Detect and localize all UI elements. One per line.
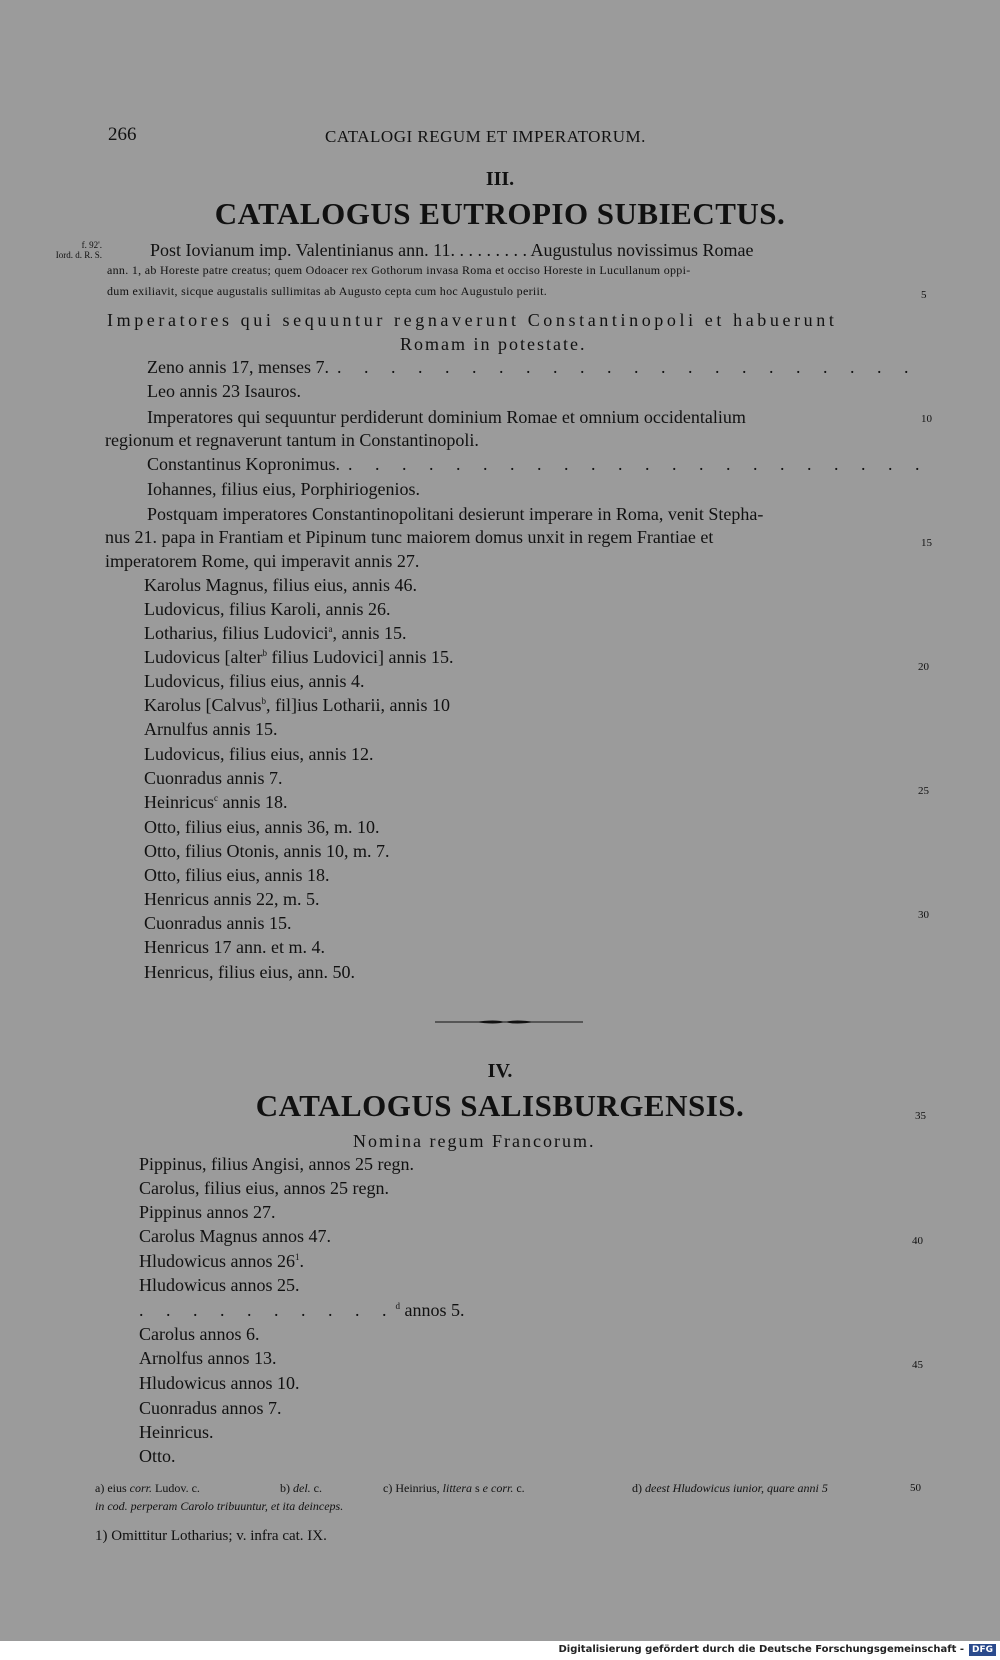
entry-text: Karolus [Calvus <box>144 695 262 715</box>
list-item: Iohannes, filius eius, Porphiriogenios. <box>147 479 420 499</box>
footnote-text: e <box>482 1481 488 1495</box>
list-item: Carolus Magnus annos 47. <box>139 1226 331 1246</box>
footnote-text: deest Hludowicus iunior, quare anni 5 <box>645 1481 828 1495</box>
list-item: Ludovicus, filius Karoli, annis 26. <box>144 599 391 619</box>
list-item: Otto, filius eius, annis 36, m. 10. <box>144 817 380 837</box>
list-item: Otto, filius eius, annis 18. <box>144 865 330 885</box>
footnote-text: c. <box>313 1481 322 1495</box>
list-item: Otto. <box>139 1446 176 1466</box>
list-item: Henricus annis 22, m. 5. <box>144 889 320 909</box>
footnote-text: Ludov. c. <box>155 1481 200 1495</box>
footnote-text: c. <box>516 1481 525 1495</box>
paragraph-line: Imperatores qui sequuntur perdiderunt dominium Romae et omnium occidentalium <box>147 407 746 427</box>
line-number: 25 <box>918 785 929 797</box>
line-number: 20 <box>918 661 929 673</box>
list-item <box>144 792 287 813</box>
entry-text: filius Ludovici] annis 15. <box>266 647 454 667</box>
footnote-label: d) <box>632 1481 642 1495</box>
footnote-text: eius <box>107 1481 127 1495</box>
footnote-ref: b <box>261 696 266 706</box>
line-number: 40 <box>912 1235 923 1247</box>
list-item <box>144 695 450 716</box>
line-number: 5 <box>921 289 927 301</box>
entry-text: Constantinus Kopronimus. <box>147 454 341 474</box>
footnote-c <box>383 1481 525 1496</box>
paragraph-line: nus 21. papa in Frantiam et Pipinum tunc maiorem domus unxit in regem Frantiae et <box>105 527 714 547</box>
list-item: Ludovicus, filius eius, annis 12. <box>144 744 374 764</box>
line-number: 15 <box>921 537 932 549</box>
list-item: Zeno annis 17, menses 7. . . . . . . . . . . . . . . . . . . . . . . <box>147 357 918 377</box>
entry-text: Heinricus <box>144 792 214 812</box>
list-item: Hludowicus annos 25. <box>139 1275 300 1295</box>
paragraph-line: Postquam imperatores Constantinopolitani desierunt imperare in Roma, venit Stepha- <box>147 504 764 524</box>
section-title-iv: CATALOGUS SALISBURGENSIS. <box>255 1088 745 1123</box>
section-number-iv: IV. <box>487 1060 513 1082</box>
intro-line: dum exiliavit, sicque augustalis sullimitas ab Augusto cepta cum hoc Augustulo periit. <box>107 284 548 298</box>
footnote-label: b) <box>280 1481 290 1495</box>
footnote-d <box>632 1481 828 1496</box>
footnote-label: a) <box>95 1481 105 1495</box>
line-number: 45 <box>912 1359 923 1371</box>
subheading-line: Romam in potestate. <box>400 334 587 354</box>
footnote-text: s <box>475 1481 480 1495</box>
footnote-text: in cod. perperam Carolo tribuuntur, et ita deinceps. <box>95 1499 344 1513</box>
list-item: Henricus 17 ann. et m. 4. <box>144 937 325 957</box>
line-number: 35 <box>915 1110 926 1122</box>
list-item: Carolus annos 6. <box>139 1324 260 1344</box>
list-item: Hludowicus annos 10. <box>139 1373 300 1393</box>
running-head: CATALOGI REGUM ET IMPERATORUM. <box>325 127 646 146</box>
list-item <box>139 1251 304 1272</box>
footnote-ref: c <box>213 793 218 803</box>
list-item: Constantinus Kopronimus. . . . . . . . . . . . . . . . . . . . . . . <box>147 454 929 474</box>
footnote-text: del. <box>293 1481 311 1495</box>
footnote-ref: b <box>262 648 267 658</box>
entry-text: Zeno annis 17, menses 7. <box>147 357 329 377</box>
omission-dots: . . . . . . . . . . <box>139 1300 396 1320</box>
intro-line: Post Iovianum imp. Valentinianus ann. 11. . . . . . . . . Augustulus novissimus Romae <box>150 240 754 260</box>
footnote-ref: d <box>395 1301 400 1311</box>
entry-text: . <box>299 1251 304 1271</box>
list-item: Cuonradus annis 7. <box>144 768 283 788</box>
list-item: Arnulfus annis 15. <box>144 719 278 739</box>
intro-line: ann. 1, ab Horeste patre creatus; quem Odoacer rex Gothorum invasa Roma et occiso Horeste in Lucullanum oppi- <box>107 263 691 277</box>
footnote-b <box>280 1481 322 1496</box>
list-item <box>139 1300 465 1321</box>
footer-credit: Digitalisierung gefördert durch die Deutsche Forschungsgemeinschaft - <box>558 1644 964 1655</box>
list-item: Pippinus, filius Angisi, annos 25 regn. <box>139 1154 415 1174</box>
list-item: Ludovicus, filius eius, annis 4. <box>144 671 365 691</box>
footnote-ref: 1 <box>295 1252 300 1262</box>
list-item: Cuonradus annos 7. <box>139 1398 282 1418</box>
list-item <box>144 623 406 644</box>
list-item: Leo annis 23 Isauros. <box>147 381 301 401</box>
footnote-1: 1) Omittitur Lotharius; v. infra cat. IX. <box>95 1528 327 1544</box>
list-item: Otto, filius Otonis, annis 10, m. 7. <box>144 841 390 861</box>
footnote-ref: a <box>328 624 333 634</box>
list-item: Karolus Magnus, filius eius, annis 46. <box>144 575 417 595</box>
list-item: Arnolfus annos 13. <box>139 1348 277 1368</box>
footnote-d-continued <box>95 1499 343 1514</box>
entry-text: , annis 15. <box>332 623 407 643</box>
entry-text: Hludowicus annos 26 <box>139 1251 295 1271</box>
paragraph-line: imperatorem Rome, qui imperavit annis 27. <box>105 551 420 571</box>
margin-note <box>20 240 102 260</box>
list-item: Heinricus. <box>139 1422 214 1442</box>
subtitle: Nomina regum Francorum. <box>353 1131 596 1151</box>
line-number: 30 <box>918 909 929 921</box>
subheading-line: Imperatores qui sequuntur regnaverunt Constantinopoli et habuerunt <box>107 310 838 330</box>
section-title-iii: CATALOGUS EUTROPIO SUBIECTUS. <box>214 196 786 231</box>
entry-text: Ludovicus [alter <box>144 647 263 667</box>
page-number: 266 <box>108 124 137 145</box>
entry-text: annis 18. <box>217 792 288 812</box>
entry-text: annos 5. <box>400 1300 465 1320</box>
margin-note-line: Iord. d. R. S. <box>55 250 102 260</box>
section-divider <box>435 1019 583 1025</box>
list-item: Carolus, filius eius, annos 25 regn. <box>139 1178 389 1198</box>
list-item: Pippinus annos 27. <box>139 1202 276 1222</box>
footnote-text: Heinrius, <box>395 1481 440 1495</box>
footnote-text: littera <box>442 1481 472 1495</box>
entry-text: , fil]ius Lotharii, annis 10 <box>265 695 450 715</box>
margin-note-line: f. 92'. <box>81 240 102 250</box>
list-item: Cuonradus annis 15. <box>144 913 292 933</box>
line-number: 10 <box>921 413 932 425</box>
entry-text: Lotharius, filius Ludovici <box>144 623 329 643</box>
footnote-text: corr. <box>491 1481 514 1495</box>
list-item: Henricus, filius eius, ann. 50. <box>144 962 355 982</box>
paragraph-line: regionum et regnaverunt tantum in Constantinopoli. <box>105 430 479 450</box>
section-number-iii: III. <box>485 168 515 190</box>
footnote-label: c) <box>383 1481 393 1495</box>
line-number: 50 <box>910 1482 921 1494</box>
footnote-text: corr. <box>129 1481 153 1495</box>
footnote-a <box>95 1481 200 1496</box>
list-item <box>144 647 453 668</box>
dfg-logo-icon: DFG <box>969 1644 996 1656</box>
